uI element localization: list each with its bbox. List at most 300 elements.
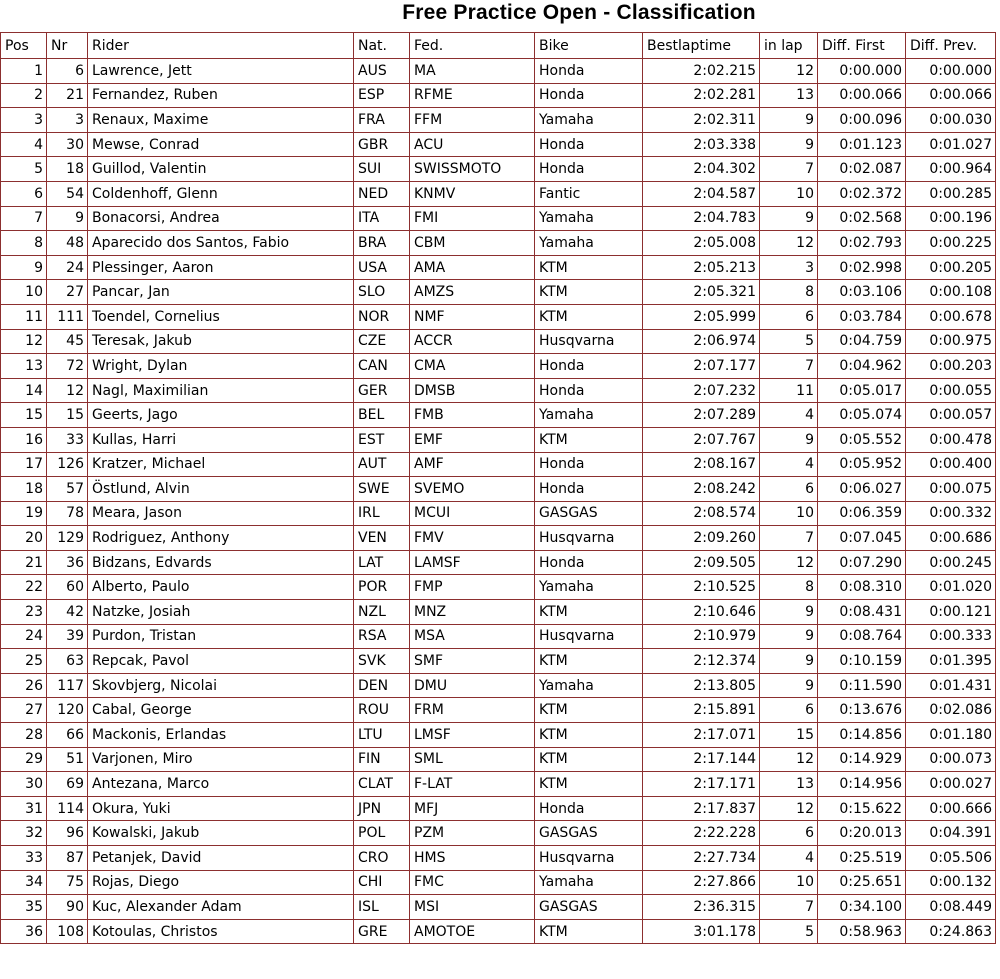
cell-bestlaptime: 2:05.321 <box>643 280 760 305</box>
cell-pos: 20 <box>1 526 47 551</box>
cell-rider: Petanjek, David <box>88 846 354 871</box>
cell-diff-prev: 0:00.055 <box>906 378 996 403</box>
cell-rider: Kratzer, Michael <box>88 452 354 477</box>
cell-nat: GRE <box>354 919 410 944</box>
cell-rider: Kullas, Harri <box>88 427 354 452</box>
cell-bestlaptime: 2:10.979 <box>643 624 760 649</box>
cell-nat: POL <box>354 821 410 846</box>
cell-nat: ROU <box>354 698 410 723</box>
cell-diff-prev: 0:00.075 <box>906 477 996 502</box>
cell-diff-first: 0:07.045 <box>818 526 906 551</box>
table-row <box>1 501 1000 526</box>
cell-pos: 14 <box>1 378 47 403</box>
cell-bike: Husqvarna <box>535 624 643 649</box>
cell-extra <box>996 698 1000 723</box>
cell-rider: Natzke, Josiah <box>88 600 354 625</box>
cell-nat: NOR <box>354 304 410 329</box>
table-row <box>1 403 1000 428</box>
cell-in-lap: 6 <box>760 304 818 329</box>
table-row <box>1 870 1000 895</box>
cell-extra <box>996 846 1000 871</box>
cell-diff-first: 0:14.856 <box>818 723 906 748</box>
cell-in-lap: 9 <box>760 600 818 625</box>
cell-diff-first: 0:08.764 <box>818 624 906 649</box>
cell-in-lap: 15 <box>760 723 818 748</box>
cell-diff-prev: 0:05.506 <box>906 846 996 871</box>
cell-diff-first: 0:05.552 <box>818 427 906 452</box>
table-row <box>1 304 1000 329</box>
cell-diff-first: 0:02.568 <box>818 206 906 231</box>
cell-nr: 126 <box>47 452 88 477</box>
cell-nr: 96 <box>47 821 88 846</box>
cell-diff-prev: 0:00.205 <box>906 255 996 280</box>
cell-diff-prev: 0:00.285 <box>906 181 996 206</box>
cell-rider: Varjonen, Miro <box>88 747 354 772</box>
cell-extra <box>996 796 1000 821</box>
cell-extra <box>996 919 1000 944</box>
table-row <box>1 181 1000 206</box>
cell-bestlaptime: 2:27.734 <box>643 846 760 871</box>
cell-fed: LMSF <box>410 723 535 748</box>
cell-bestlaptime: 2:10.525 <box>643 575 760 600</box>
cell-pos: 32 <box>1 821 47 846</box>
cell-fed: MCUI <box>410 501 535 526</box>
cell-nr: 18 <box>47 157 88 182</box>
cell-nr: 24 <box>47 255 88 280</box>
cell-rider: Kowalski, Jakub <box>88 821 354 846</box>
cell-rider: Aparecido dos Santos, Fabio <box>88 231 354 256</box>
cell-bike: Fantic <box>535 181 643 206</box>
cell-rider: Kotoulas, Christos <box>88 919 354 944</box>
cell-diff-first: 0:07.290 <box>818 550 906 575</box>
cell-diff-first: 0:06.359 <box>818 501 906 526</box>
cell-bike: Husqvarna <box>535 526 643 551</box>
cell-nat: CAN <box>354 354 410 379</box>
cell-in-lap: 8 <box>760 575 818 600</box>
cell-rider: Purdon, Tristan <box>88 624 354 649</box>
cell-extra <box>996 526 1000 551</box>
table-row <box>1 772 1000 797</box>
cell-diff-first: 0:08.310 <box>818 575 906 600</box>
cell-fed: F-LAT <box>410 772 535 797</box>
cell-diff-first: 0:03.784 <box>818 304 906 329</box>
cell-bestlaptime: 2:09.505 <box>643 550 760 575</box>
cell-fed: KNMV <box>410 181 535 206</box>
cell-nr: 3 <box>47 108 88 133</box>
cell-fed: MA <box>410 59 535 84</box>
table-row <box>1 624 1000 649</box>
cell-bike: GASGAS <box>535 501 643 526</box>
cell-in-lap: 10 <box>760 501 818 526</box>
cell-extra <box>996 821 1000 846</box>
cell-bestlaptime: 2:07.767 <box>643 427 760 452</box>
cell-in-lap: 9 <box>760 132 818 157</box>
cell-in-lap: 6 <box>760 821 818 846</box>
cell-nat: JPN <box>354 796 410 821</box>
cell-nr: 114 <box>47 796 88 821</box>
cell-diff-prev: 0:00.121 <box>906 600 996 625</box>
cell-extra <box>996 600 1000 625</box>
cell-pos: 35 <box>1 895 47 920</box>
table-row <box>1 354 1000 379</box>
cell-in-lap: 9 <box>760 624 818 649</box>
cell-bestlaptime: 2:07.232 <box>643 378 760 403</box>
cell-fed: FMV <box>410 526 535 551</box>
table-row <box>1 477 1000 502</box>
cell-in-lap: 6 <box>760 698 818 723</box>
cell-in-lap: 7 <box>760 526 818 551</box>
cell-nr: 57 <box>47 477 88 502</box>
table-body <box>1 59 1000 944</box>
cell-bestlaptime: 2:36.315 <box>643 895 760 920</box>
cell-pos: 13 <box>1 354 47 379</box>
cell-bestlaptime: 2:10.646 <box>643 600 760 625</box>
cell-diff-first: 0:14.929 <box>818 747 906 772</box>
cell-diff-first: 0:00.000 <box>818 59 906 84</box>
cell-fed: FMC <box>410 870 535 895</box>
cell-extra <box>996 329 1000 354</box>
cell-fed: FMI <box>410 206 535 231</box>
table-row <box>1 108 1000 133</box>
cell-in-lap: 12 <box>760 231 818 256</box>
cell-nr: 48 <box>47 231 88 256</box>
cell-pos: 24 <box>1 624 47 649</box>
cell-pos: 6 <box>1 181 47 206</box>
cell-nat: NED <box>354 181 410 206</box>
cell-pos: 34 <box>1 870 47 895</box>
cell-bestlaptime: 2:05.999 <box>643 304 760 329</box>
cell-bike: GASGAS <box>535 821 643 846</box>
cell-pos: 4 <box>1 132 47 157</box>
cell-bike: Honda <box>535 796 643 821</box>
cell-nr: 120 <box>47 698 88 723</box>
cell-pos: 23 <box>1 600 47 625</box>
cell-pos: 18 <box>1 477 47 502</box>
cell-bike: Husqvarna <box>535 846 643 871</box>
cell-in-lap: 12 <box>760 796 818 821</box>
cell-diff-first: 0:25.651 <box>818 870 906 895</box>
cell-diff-first: 0:10.159 <box>818 649 906 674</box>
cell-diff-first: 0:13.676 <box>818 698 906 723</box>
cell-diff-prev: 0:00.030 <box>906 108 996 133</box>
table-row <box>1 600 1000 625</box>
cell-bestlaptime: 2:05.213 <box>643 255 760 280</box>
cell-nr: 30 <box>47 132 88 157</box>
cell-pos: 8 <box>1 231 47 256</box>
cell-bestlaptime: 2:12.374 <box>643 649 760 674</box>
cell-bestlaptime: 2:08.167 <box>643 452 760 477</box>
cell-bestlaptime: 2:27.866 <box>643 870 760 895</box>
column-header-pos: Pos <box>1 33 47 59</box>
cell-bestlaptime: 2:06.974 <box>643 329 760 354</box>
cell-bike: Honda <box>535 83 643 108</box>
cell-in-lap: 6 <box>760 477 818 502</box>
cell-nat: RSA <box>354 624 410 649</box>
cell-diff-prev: 0:00.027 <box>906 772 996 797</box>
cell-bestlaptime: 2:17.171 <box>643 772 760 797</box>
cell-in-lap: 10 <box>760 181 818 206</box>
cell-nr: 15 <box>47 403 88 428</box>
cell-bike: Yamaha <box>535 108 643 133</box>
cell-nat: LTU <box>354 723 410 748</box>
cell-rider: Wright, Dylan <box>88 354 354 379</box>
cell-rider: Nagl, Maximilian <box>88 378 354 403</box>
table-row <box>1 673 1000 698</box>
cell-diff-prev: 0:00.057 <box>906 403 996 428</box>
cell-rider: Alberto, Paulo <box>88 575 354 600</box>
cell-nr: 21 <box>47 83 88 108</box>
cell-rider: Lawrence, Jett <box>88 59 354 84</box>
cell-nr: 69 <box>47 772 88 797</box>
cell-in-lap: 8 <box>760 280 818 305</box>
cell-bike: KTM <box>535 255 643 280</box>
cell-bike: Yamaha <box>535 575 643 600</box>
cell-rider: Rodriguez, Anthony <box>88 526 354 551</box>
cell-extra <box>996 550 1000 575</box>
cell-rider: Okura, Yuki <box>88 796 354 821</box>
cell-pos: 26 <box>1 673 47 698</box>
cell-rider: Kuc, Alexander Adam <box>88 895 354 920</box>
cell-nat: USA <box>354 255 410 280</box>
cell-diff-first: 0:15.622 <box>818 796 906 821</box>
cell-diff-first: 0:34.100 <box>818 895 906 920</box>
cell-fed: MSA <box>410 624 535 649</box>
cell-nr: 9 <box>47 206 88 231</box>
column-header-bestlaptime: Bestlaptime <box>643 33 760 59</box>
table-row <box>1 821 1000 846</box>
cell-bestlaptime: 2:02.215 <box>643 59 760 84</box>
cell-nr: 6 <box>47 59 88 84</box>
cell-diff-prev: 0:01.027 <box>906 132 996 157</box>
cell-rider: Mackonis, Erlandas <box>88 723 354 748</box>
cell-bestlaptime: 2:04.302 <box>643 157 760 182</box>
cell-bike: Yamaha <box>535 403 643 428</box>
cell-nr: 51 <box>47 747 88 772</box>
cell-rider: Antezana, Marco <box>88 772 354 797</box>
table-row <box>1 206 1000 231</box>
cell-in-lap: 9 <box>760 649 818 674</box>
cell-diff-first: 0:05.017 <box>818 378 906 403</box>
cell-fed: AMA <box>410 255 535 280</box>
cell-bike: KTM <box>535 772 643 797</box>
cell-nr: 111 <box>47 304 88 329</box>
cell-extra <box>996 280 1000 305</box>
cell-extra <box>996 181 1000 206</box>
cell-in-lap: 4 <box>760 452 818 477</box>
cell-bike: Yamaha <box>535 231 643 256</box>
column-header-nr: Nr <box>47 33 88 59</box>
cell-bestlaptime: 2:07.177 <box>643 354 760 379</box>
cell-fed: DMU <box>410 673 535 698</box>
cell-nr: 75 <box>47 870 88 895</box>
cell-nat: DEN <box>354 673 410 698</box>
cell-nat: ESP <box>354 83 410 108</box>
cell-nr: 90 <box>47 895 88 920</box>
page-title: Free Practice Open - Classification <box>402 1 756 24</box>
cell-nat: VEN <box>354 526 410 551</box>
cell-bestlaptime: 2:13.805 <box>643 673 760 698</box>
cell-diff-first: 0:02.372 <box>818 181 906 206</box>
cell-diff-prev: 0:00.000 <box>906 59 996 84</box>
cell-bestlaptime: 2:04.783 <box>643 206 760 231</box>
cell-pos: 7 <box>1 206 47 231</box>
cell-rider: Repcak, Pavol <box>88 649 354 674</box>
cell-in-lap: 5 <box>760 919 818 944</box>
cell-diff-prev: 0:04.391 <box>906 821 996 846</box>
cell-diff-prev: 0:00.678 <box>906 304 996 329</box>
cell-nat: SVK <box>354 649 410 674</box>
cell-extra <box>996 354 1000 379</box>
cell-diff-prev: 0:00.686 <box>906 526 996 551</box>
cell-diff-prev: 0:00.333 <box>906 624 996 649</box>
cell-diff-first: 0:05.952 <box>818 452 906 477</box>
cell-pos: 31 <box>1 796 47 821</box>
cell-fed: PZM <box>410 821 535 846</box>
cell-rider: Bonacorsi, Andrea <box>88 206 354 231</box>
cell-bike: KTM <box>535 747 643 772</box>
cell-bike: Honda <box>535 354 643 379</box>
column-header-in-lap: in lap <box>760 33 818 59</box>
cell-nat: EST <box>354 427 410 452</box>
cell-bike: KTM <box>535 600 643 625</box>
table-row <box>1 427 1000 452</box>
cell-in-lap: 9 <box>760 673 818 698</box>
cell-bike: Honda <box>535 477 643 502</box>
cell-pos: 11 <box>1 304 47 329</box>
cell-pos: 27 <box>1 698 47 723</box>
cell-extra <box>996 378 1000 403</box>
cell-diff-first: 0:02.793 <box>818 231 906 256</box>
cell-nr: 27 <box>47 280 88 305</box>
cell-rider: Plessinger, Aaron <box>88 255 354 280</box>
cell-nr: 108 <box>47 919 88 944</box>
cell-nat: SWE <box>354 477 410 502</box>
cell-diff-first: 0:58.963 <box>818 919 906 944</box>
cell-in-lap: 11 <box>760 378 818 403</box>
column-header-nat: Nat. <box>354 33 410 59</box>
cell-extra <box>996 59 1000 84</box>
table-row <box>1 575 1000 600</box>
cell-in-lap: 3 <box>760 255 818 280</box>
cell-extra <box>996 723 1000 748</box>
cell-extra <box>996 747 1000 772</box>
cell-extra <box>996 83 1000 108</box>
column-header-diff-prev: Diff. Prev. <box>906 33 996 59</box>
table-row <box>1 280 1000 305</box>
cell-diff-prev: 0:00.196 <box>906 206 996 231</box>
cell-nat: CRO <box>354 846 410 871</box>
table-row <box>1 796 1000 821</box>
cell-bestlaptime: 2:09.260 <box>643 526 760 551</box>
cell-in-lap: 12 <box>760 59 818 84</box>
cell-bestlaptime: 2:17.144 <box>643 747 760 772</box>
cell-in-lap: 12 <box>760 550 818 575</box>
cell-bike: Yamaha <box>535 870 643 895</box>
cell-diff-first: 0:04.759 <box>818 329 906 354</box>
cell-fed: DMSB <box>410 378 535 403</box>
cell-bike: Honda <box>535 550 643 575</box>
cell-nr: 33 <box>47 427 88 452</box>
cell-nat: SLO <box>354 280 410 305</box>
cell-bike: Honda <box>535 378 643 403</box>
cell-pos: 17 <box>1 452 47 477</box>
cell-pos: 21 <box>1 550 47 575</box>
cell-nat: ITA <box>354 206 410 231</box>
cell-extra <box>996 304 1000 329</box>
cell-diff-prev: 0:08.449 <box>906 895 996 920</box>
table-row <box>1 526 1000 551</box>
table-row <box>1 649 1000 674</box>
cell-bike: KTM <box>535 919 643 944</box>
cell-fed: FMP <box>410 575 535 600</box>
cell-bike: KTM <box>535 280 643 305</box>
cell-in-lap: 7 <box>760 895 818 920</box>
cell-fed: MSI <box>410 895 535 920</box>
cell-bike: KTM <box>535 698 643 723</box>
cell-fed: AMZS <box>410 280 535 305</box>
cell-bestlaptime: 2:07.289 <box>643 403 760 428</box>
cell-diff-first: 0:03.106 <box>818 280 906 305</box>
classification-table <box>0 32 1000 944</box>
cell-nr: 129 <box>47 526 88 551</box>
cell-extra <box>996 231 1000 256</box>
cell-rider: Renaux, Maxime <box>88 108 354 133</box>
cell-nat: BRA <box>354 231 410 256</box>
cell-extra <box>996 501 1000 526</box>
cell-fed: ACU <box>410 132 535 157</box>
cell-bestlaptime: 2:22.228 <box>643 821 760 846</box>
cell-diff-prev: 0:00.964 <box>906 157 996 182</box>
cell-in-lap: 13 <box>760 83 818 108</box>
cell-fed: SMF <box>410 649 535 674</box>
cell-diff-prev: 0:00.203 <box>906 354 996 379</box>
cell-fed: HMS <box>410 846 535 871</box>
cell-extra <box>996 870 1000 895</box>
cell-fed: AMF <box>410 452 535 477</box>
cell-nat: SUI <box>354 157 410 182</box>
table-header-row <box>1 33 1000 59</box>
cell-diff-first: 0:20.013 <box>818 821 906 846</box>
cell-nr: 117 <box>47 673 88 698</box>
cell-rider: Meara, Jason <box>88 501 354 526</box>
cell-nat: BEL <box>354 403 410 428</box>
cell-bestlaptime: 2:08.242 <box>643 477 760 502</box>
cell-diff-prev: 0:00.245 <box>906 550 996 575</box>
cell-pos: 3 <box>1 108 47 133</box>
cell-bike: Honda <box>535 157 643 182</box>
cell-pos: 2 <box>1 83 47 108</box>
cell-diff-first: 0:11.590 <box>818 673 906 698</box>
cell-nat: GBR <box>354 132 410 157</box>
cell-bike: Honda <box>535 59 643 84</box>
table-row <box>1 255 1000 280</box>
cell-pos: 10 <box>1 280 47 305</box>
cell-pos: 15 <box>1 403 47 428</box>
cell-bestlaptime: 2:03.338 <box>643 132 760 157</box>
cell-nat: POR <box>354 575 410 600</box>
cell-nat: CHI <box>354 870 410 895</box>
cell-diff-prev: 0:00.108 <box>906 280 996 305</box>
cell-in-lap: 7 <box>760 354 818 379</box>
table-row <box>1 452 1000 477</box>
cell-bestlaptime: 2:15.891 <box>643 698 760 723</box>
cell-bike: KTM <box>535 427 643 452</box>
cell-bike: KTM <box>535 649 643 674</box>
cell-diff-prev: 0:01.431 <box>906 673 996 698</box>
table-row <box>1 698 1000 723</box>
cell-pos: 12 <box>1 329 47 354</box>
cell-in-lap: 7 <box>760 157 818 182</box>
